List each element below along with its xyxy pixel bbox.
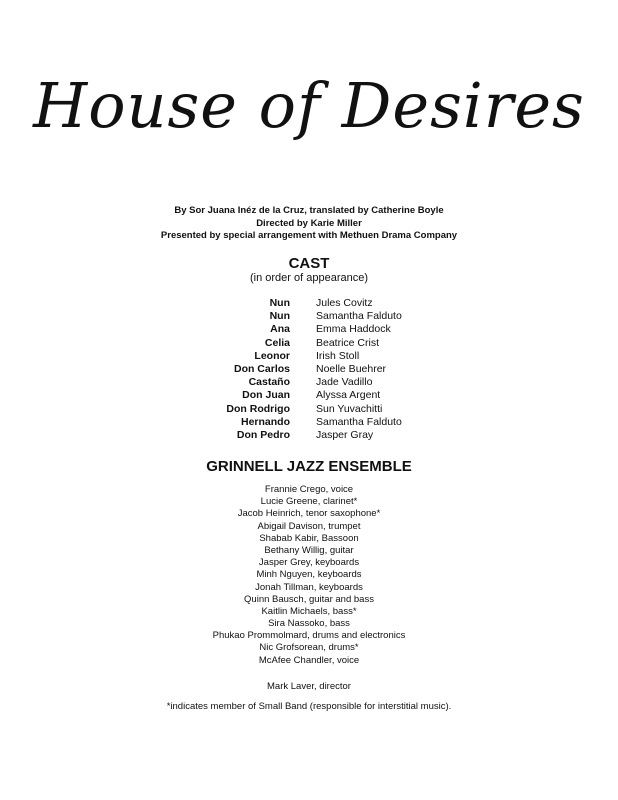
- cast-actor: Irish Stoll: [316, 349, 360, 362]
- cast-actor: Jules Covitz: [316, 297, 373, 309]
- cast-heading: CAST: [288, 255, 330, 272]
- ensemble-member: Shabab Kabir, Bassoon: [259, 532, 359, 544]
- cast-actor: Noelle Buehrer: [316, 362, 387, 375]
- cast-actor: Emma Haddock: [316, 323, 391, 336]
- ensemble-member: Minh Nguyen, keyboards: [256, 569, 362, 581]
- cast-role: Nun: [269, 297, 290, 309]
- cast-row: [0, 350, 618, 363]
- cast-row: [0, 429, 618, 442]
- credit-author-line: By Sor Juana Inéz de la Cruz, translated by Catherine Boyle: [174, 205, 444, 216]
- ensemble-list: [0, 484, 618, 667]
- cast-list: [0, 297, 618, 442]
- cast-actor: Samantha Falduto: [316, 310, 402, 323]
- ensemble-member: Lucie Greene, clarinet*: [260, 496, 358, 508]
- cast-role: Hernando: [240, 415, 290, 428]
- cast-role: Don Carlos: [233, 362, 290, 375]
- ensemble-member: Sira Nassoko, bass: [268, 618, 350, 630]
- ensemble-member: Jasper Grey, keyboards: [258, 557, 360, 569]
- cast-row: [0, 389, 618, 402]
- cast-subheading: (in order of appearance): [249, 272, 368, 284]
- ensemble-director: Mark Laver, director: [267, 681, 351, 692]
- ensemble-member: Jacob Heinrich, tenor saxophone*: [237, 508, 381, 520]
- cast-row: [0, 403, 618, 416]
- cast-row: [0, 323, 618, 336]
- cast-role: Don Pedro: [236, 428, 290, 441]
- cast-actor: Jasper Gray: [316, 428, 374, 441]
- cast-role: Castaño: [248, 376, 290, 389]
- program-title: House of Desires: [33, 69, 585, 142]
- ensemble-member: Jonah Tillman, keyboards: [255, 581, 363, 593]
- cast-role: Don Juan: [242, 389, 290, 402]
- cast-actor: Jade Vadillo: [316, 376, 373, 389]
- footnote: *indicates member of Small Band (responsible for interstitial music).: [166, 701, 452, 712]
- ensemble-member: McAfee Chandler, voice: [258, 654, 360, 666]
- cast-role: Leonor: [254, 349, 290, 362]
- cast-row: [0, 363, 618, 376]
- cast-row: [0, 297, 618, 310]
- cast-role: Celia: [264, 336, 290, 349]
- ensemble-heading: GRINNELL JAZZ ENSEMBLE: [206, 458, 412, 475]
- cast-row: [0, 376, 618, 389]
- ensemble-member: Quinn Bausch, guitar and bass: [244, 593, 374, 605]
- ensemble-member: Kaitlin Michaels, bass*: [261, 605, 357, 617]
- ensemble-member: Bethany Willig, guitar: [264, 544, 354, 556]
- credits-block: [0, 205, 618, 243]
- cast-role: Ana: [270, 323, 290, 336]
- ensemble-member: Nic Grofsorean, drums*: [259, 642, 359, 654]
- ensemble-member: Abigail Davison, trumpet: [257, 520, 361, 532]
- cast-row: [0, 337, 618, 350]
- cast-actor: Beatrice Crist: [316, 336, 380, 349]
- cast-actor: Alyssa Argent: [316, 389, 381, 402]
- credit-arrangement-line: Presented by special arrangement with Methuen Drama Company: [160, 230, 458, 241]
- cast-row: [0, 416, 618, 429]
- cast-actor: Sun Yuvachitti: [316, 402, 383, 415]
- credit-director-line: Directed by Karie Miller: [256, 217, 362, 229]
- cast-row: [0, 310, 618, 323]
- ensemble-member: Phukao Prommolmard, drums and electronics: [212, 630, 406, 642]
- cast-role: Don Rodrigo: [226, 402, 290, 415]
- cast-role: Nun: [269, 310, 290, 323]
- cast-actor: Samantha Falduto: [316, 415, 402, 428]
- ensemble-member: Frannie Crego, voice: [264, 484, 354, 495]
